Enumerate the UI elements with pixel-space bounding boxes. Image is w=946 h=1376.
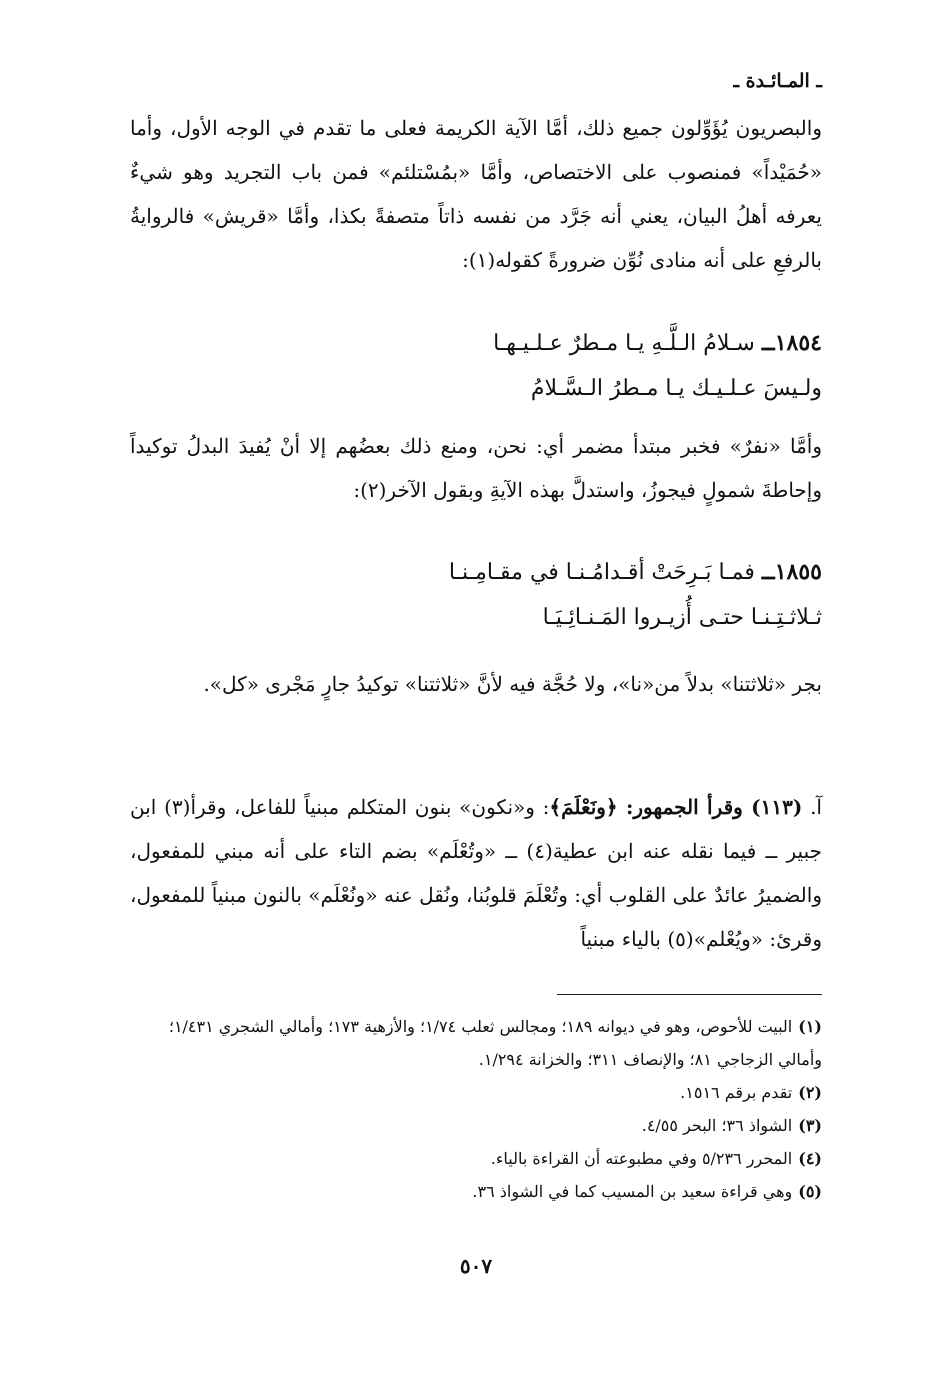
verse-1854-first-hemistich (130, 320, 822, 366)
paragraph-2: وأمَّا «نفرٌ» فخبر مبتدأ مضمر أي: نحن، ومنع ذلك بعضُهم إلا أنْ يُفيدَ البدلُ توكيداً وإحاطةَ شمولٍ فيجوزُ، واستدلَّ بهذه الآيةِ وبقول الآخر(٢): (130, 434, 822, 502)
verse-1855 (130, 549, 822, 641)
verse-number: ١٨٥٥ــ (761, 559, 822, 585)
footnote-number: (١) (798, 1017, 822, 1036)
paragraph-3: بجر «ثلاثتنا» بدلاً من«نا»، ولا حُجَّة فيه لأنَّ «ثلاثتنا» توكيدُ جارٍ مَجْرى «كل». (203, 672, 822, 696)
verse-1855-first-hemistich (130, 549, 822, 595)
footnote-text: تقدم برقم ١٥١٦. (680, 1083, 793, 1102)
footnote-number: (٢) (798, 1083, 822, 1102)
footnote-2 (130, 1076, 822, 1109)
verse-1854-second-hemistich: ولـيسَ عـلـيـك يـا مـطرُ الـسَّـلامُ (530, 376, 822, 401)
footnote-number: (٤) (798, 1149, 822, 1168)
footnote-1 (130, 1010, 822, 1076)
footnote-4 (130, 1142, 822, 1175)
paragraph-4-text: : و«نكون» بنون المتكلم مبنياً للفاعل، وقرأ(٣) ابن جبير ــ فيما نقله عنه ابن عطية(٤) ــ «وتُعْلَم» بضم التاء على أنه مبني للمفعول، والضميرُ عائدٌ على القلوب أي: وتُعْلَمَ قلوبُنا، ونُقل عنه «ونُعْلَم» بالنون مبنياً للمفعول، وقرئ: «ويُعْلم»(٥) بالياء مبنياً (130, 795, 822, 951)
footnote-separator (557, 994, 822, 995)
hemistich-text: سـلامُ الـلَّـهِ يـا مـطرٌ عـلـيـهـا (493, 331, 755, 356)
ayah-prefix: آ. (810, 795, 822, 819)
footnote-number: (٣) (798, 1116, 822, 1135)
verse-1855-second-hemistich: ثـلاثـتِـنـا حتـى أُزيـروا المَـنـائِـيَـا (542, 605, 822, 630)
footnote-text: وهي قراءة سعيد بن المسيب كما في الشواذ ٣٦. (472, 1182, 793, 1201)
footnote-3 (130, 1109, 822, 1142)
footnote-number: (٥) (798, 1182, 822, 1201)
hemistich-text: فمـا بَـرِحَتْ أقـدامُـنـا في مقـامِـنـا (448, 560, 755, 585)
footnote-text: الشواذ ٣٦؛ البحر ٤/٥٥. (641, 1116, 793, 1135)
paragraph-1: والبصريون يُؤَوِّلون جميع ذلك، أمَّا الآية الكريمة فعلى ما تقدم في الوجه الأول، وأما «حُمَيْداً» فمنصوب على الاختصاص، وأمَّا «بمُسْتلئم» فمن باب التجريد وهو شيءٌ يعرفه أهلُ البيان، يعني أنه جَرَّد من نفسه ذاتاً متصفةً بكذا، وأمَّا «قريش» فالروايةُ بالرفعِ على أنه منادى نُوِّن ضرورةً كقوله(١): (130, 116, 823, 272)
verse-1854 (130, 320, 822, 412)
running-header: ـ المـائـدة ـ (733, 70, 822, 92)
verse-number: ١٨٥٤ــ (761, 330, 822, 356)
footnote-text: البيت للأحوص، وهو في ديوانه ١٨٩؛ ومجالس ثعلب ١/٧٤؛ والأزهية ١٧٣؛ وأمالي الشجري ١/٤٣١؛ وأمالي الزجاجي ٨١؛ والإنصاف ٣١١؛ والخزانة ١/٢٩٤. (168, 1017, 822, 1069)
page (130, 0, 822, 1376)
footnote-text: المحرر ٥/٢٣٦ وفي مطبوعته أن القراءة بالياء. (490, 1149, 793, 1168)
footnotes (130, 1010, 822, 1208)
page-number: ٥٠٧ (459, 1254, 493, 1278)
footnote-5 (130, 1175, 822, 1208)
paragraph-4 (130, 785, 822, 961)
ayah-reference: (١١٣) وقرأ الجمهور: ﴿ونَعْلَمَ﴾ (549, 795, 803, 819)
